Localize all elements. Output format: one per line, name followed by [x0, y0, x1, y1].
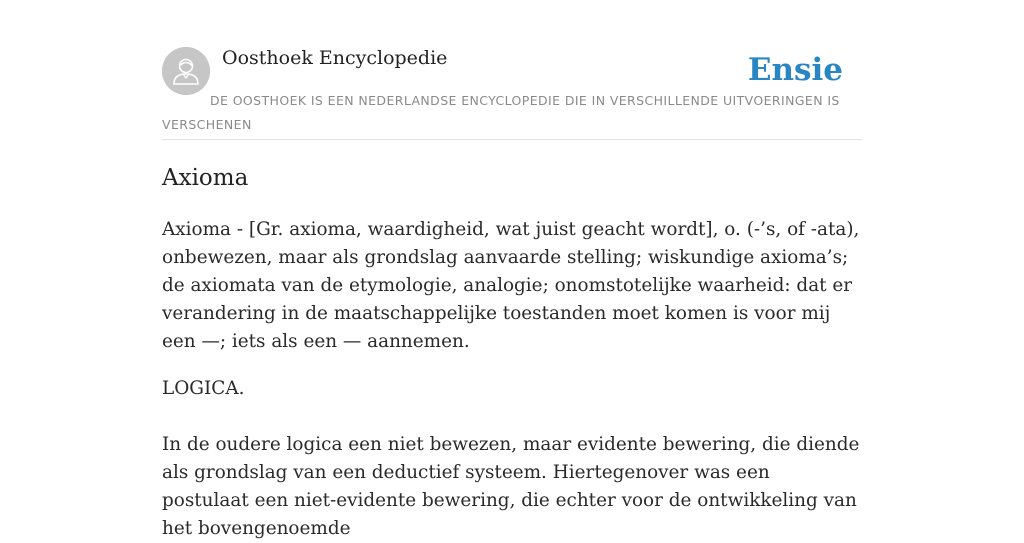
ensie-logo[interactable]: Ensie [747, 52, 843, 88]
site-title-link[interactable]: Oosthoek Encyclopedie [222, 47, 448, 69]
user-avatar-icon[interactable] [162, 47, 210, 95]
article-paragraph-logica: In de oudere logica een niet bewezen, maar evidente bewering, die diende als grondslag van een deductief systeem. Hiertegenover was een postulaat een niet-evidente bewering, die echter voor de ontwikkeling van het bovengenoemde [162, 434, 860, 539]
site-tagline: DE OOSTHOEK IS EEN NEDERLANDSE ENCYCLOPEDIE DIE IN VERSCHILLENDE UITVOERINGEN IS VERSCHENEN [162, 93, 840, 132]
site-header [162, 0, 862, 140]
page-container [162, 0, 862, 539]
article-paragraph-definition: Axioma - [Gr. axioma, waardigheid, wat juist geacht wordt], o. (-’s, of -ata), onbewezen, maar als grondslag aanvaarde stelling; wiskundige axioma’s; de axiomata van de etymologie, analogie; onomstotelijke waarheid: dat er verandering in de maatschappelijke toestanden moet komen is voor mij een —; iets als een — aannemen. [162, 219, 860, 352]
article-title: Axioma [162, 165, 249, 191]
article-section-heading-logica: LOGICA. [162, 378, 245, 399]
